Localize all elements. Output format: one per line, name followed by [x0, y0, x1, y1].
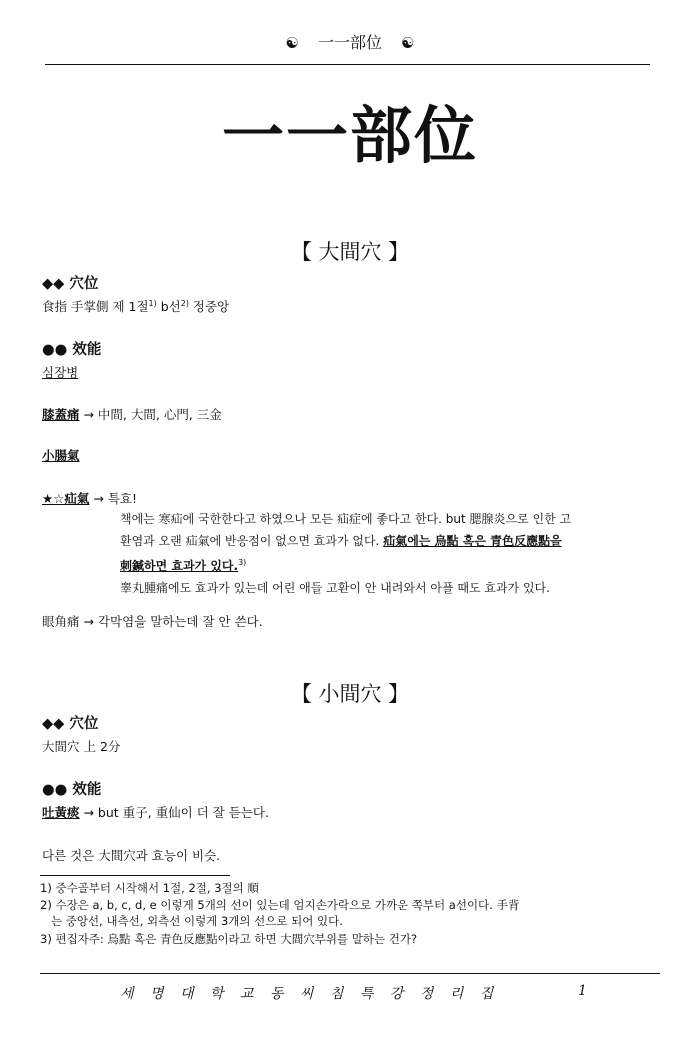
effect-label: ●● 效能 [42, 342, 102, 358]
effect-item: ★☆疝氣 → 특효! [42, 491, 138, 506]
footnote: 1) 중수골부터 시작해서 1절, 2절, 3절의 順 [40, 881, 259, 895]
footnote: 는 중앙선, 내측선, 외측선 이렇게 3개의 선으로 되어 있다. [40, 914, 343, 928]
effect-label: ●● 效能 [42, 782, 102, 798]
effect-item: 膝蓋痛 → 中間, 大間, 心門, 三金 [42, 407, 222, 422]
effect-item: 眼角痛 → 각막염을 말하는데 잘 안 쓴다. [42, 614, 263, 629]
position-text: 大間穴 上 2分 [42, 739, 121, 754]
footer-text: 세 명 대 학 교 동 씨 침 특 강 정 리 집 [120, 986, 500, 1002]
footnote-ref: 1) [148, 298, 157, 308]
page-title: 一一部位 [221, 99, 478, 172]
effect-item: 吐黃痰 → but 重子, 重仙이 더 잘 듣는다. [42, 805, 269, 820]
footer-rule [40, 973, 660, 974]
footnote-ref: 2) [180, 298, 189, 308]
footnote-rule [40, 875, 230, 876]
footnote: 2) 수장은 a, b, c, d, e 이렇게 5개의 선이 있는데 엄지손가락으로 가까운 쪽부터 a선이다. 手背 [40, 898, 520, 912]
running-header-title: 一一部位 [317, 33, 382, 52]
section-heading-daegan: 【 大間穴 】 [290, 240, 410, 264]
footnote: 3) 편집자주: 烏點 혹은 青色反應點이라고 하면 大間穴부위를 말하는 건가? [40, 932, 418, 946]
position-label: ◆◆ 穴位 [42, 276, 99, 292]
header-rule [45, 64, 650, 65]
yin-yang-icon: ☯ [285, 34, 299, 52]
effect-item: 심장병 [42, 365, 79, 380]
position-text: 食指 手掌側 제 1절$^{1)}$ b선$^{2)}$ 정중앙 [42, 298, 230, 314]
effect-item: 다른 것은 大間穴과 효능이 비슷. [42, 848, 221, 863]
effect-item: 小腸氣 [42, 448, 80, 463]
position-label: ◆◆ 穴位 [42, 716, 99, 732]
effect-paragraph: 책에는 寒疝에 국한한다고 하였으나 모든 疝症에 좋다고 한다. but 腮腺炎으로 인한 고 환염과 오랜 疝氣에 반응점이 없으면 효과가 없다. 疝氣에는 烏點 혹은 青色反應點을 刺鍼하면 효과가 있다.$^{3)}$ 睾丸腫痛에도 효과가 있는데 어린 애들 고환이 안 내려와서 아플 때도 효과가 있다. [120, 512, 572, 595]
running-header [0, 30, 700, 53]
yin-yang-icon: ☯ [401, 34, 415, 52]
footnote-ref: 3) [238, 558, 247, 567]
page-number: 1 [578, 983, 593, 999]
section-heading-sogan: 【 小間穴 】 [290, 682, 410, 706]
